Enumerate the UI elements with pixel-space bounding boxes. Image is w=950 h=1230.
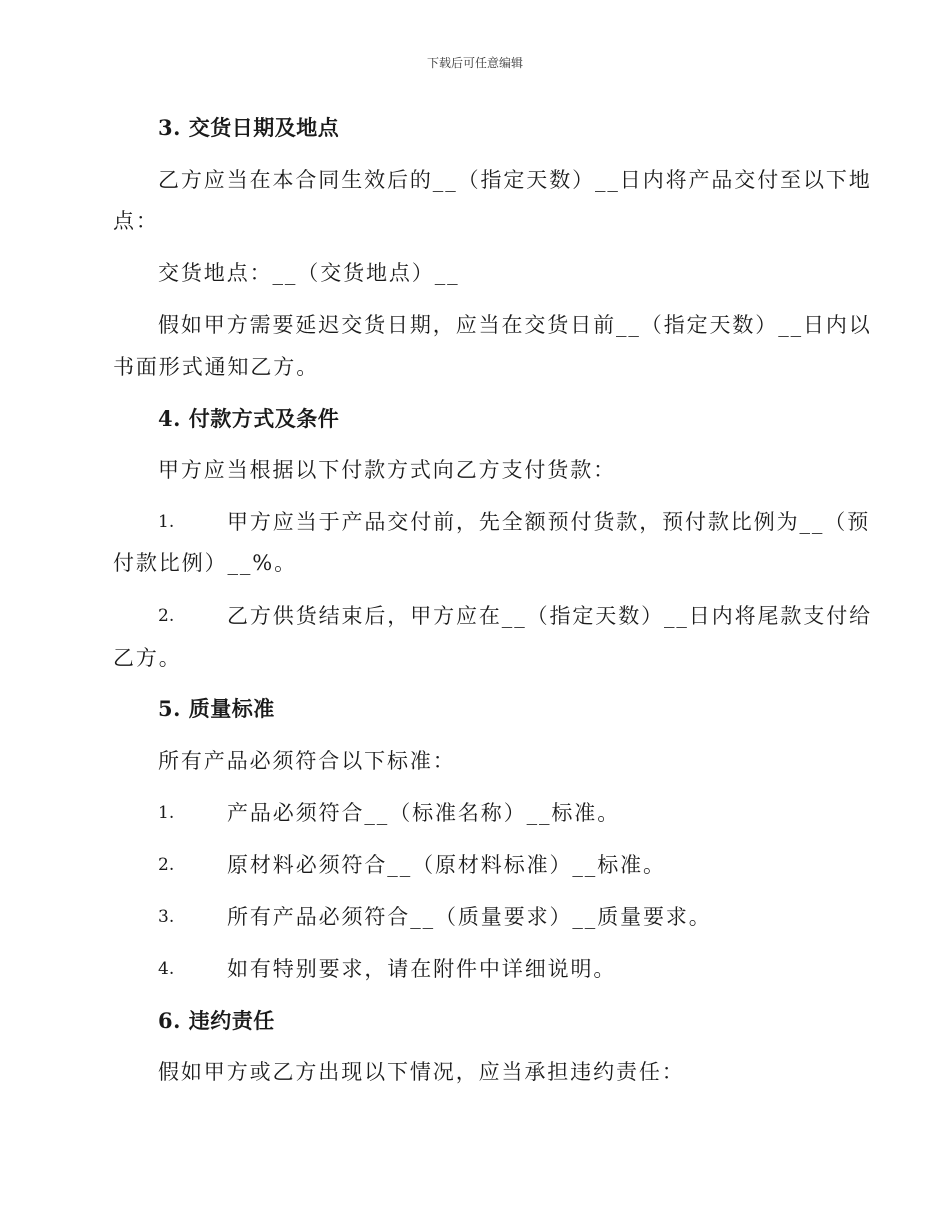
list-number: 1. — [158, 803, 175, 823]
section-6-heading: 6. 违约责任 — [158, 1008, 275, 1033]
paragraph: 所有产品必须符合以下标准： — [158, 749, 456, 773]
list-number: 2. — [158, 606, 175, 626]
list-number: 3. — [158, 907, 175, 927]
paragraph-cont: 书面形式通知乙方。 — [113, 355, 320, 379]
list-number: 4. — [158, 959, 175, 979]
list-number: 1. — [158, 512, 175, 532]
list-item: 所有产品必须符合__（质量要求）__质量要求。 — [227, 905, 712, 929]
page-header: 下载后可任意编辑 — [426, 56, 523, 70]
list-item: 乙方供货结束后，甲方应在__（指定天数）__日内将尾款支付给 — [227, 604, 872, 628]
paragraph: 甲方应当根据以下付款方式向乙方支付货款： — [158, 458, 616, 482]
section-4-heading: 4. 付款方式及条件 — [158, 406, 340, 431]
paragraph-cont: 点： — [113, 209, 159, 233]
list-number: 2. — [158, 855, 175, 875]
paragraph: 假如甲方或乙方出现以下情况，应当承担违约责任： — [158, 1060, 685, 1084]
list-item-cont: 付款比例）__%。 — [113, 551, 298, 575]
section-5-heading: 5. 质量标准 — [158, 696, 275, 721]
section-3-heading: 3. 交货日期及地点 — [158, 115, 340, 140]
list-item: 产品必须符合__（标准名称）__标准。 — [227, 801, 621, 825]
paragraph: 交货地点：__（交货地点）__ — [158, 261, 460, 285]
list-item-cont: 乙方。 — [113, 646, 182, 670]
paragraph: 假如甲方需要延迟交货日期，应当在交货日前__（指定天数）__日内以 — [158, 313, 872, 337]
list-item: 原材料必须符合__（原材料标准）__标准。 — [227, 853, 666, 877]
list-item: 甲方应当于产品交付前，先全额预付货款，预付款比例为__（预 — [227, 510, 871, 534]
paragraph: 乙方应当在本合同生效后的__（指定天数）__日内将产品交付至以下地 — [158, 168, 872, 192]
list-item: 如有特别要求，请在附件中详细说明。 — [227, 957, 617, 981]
